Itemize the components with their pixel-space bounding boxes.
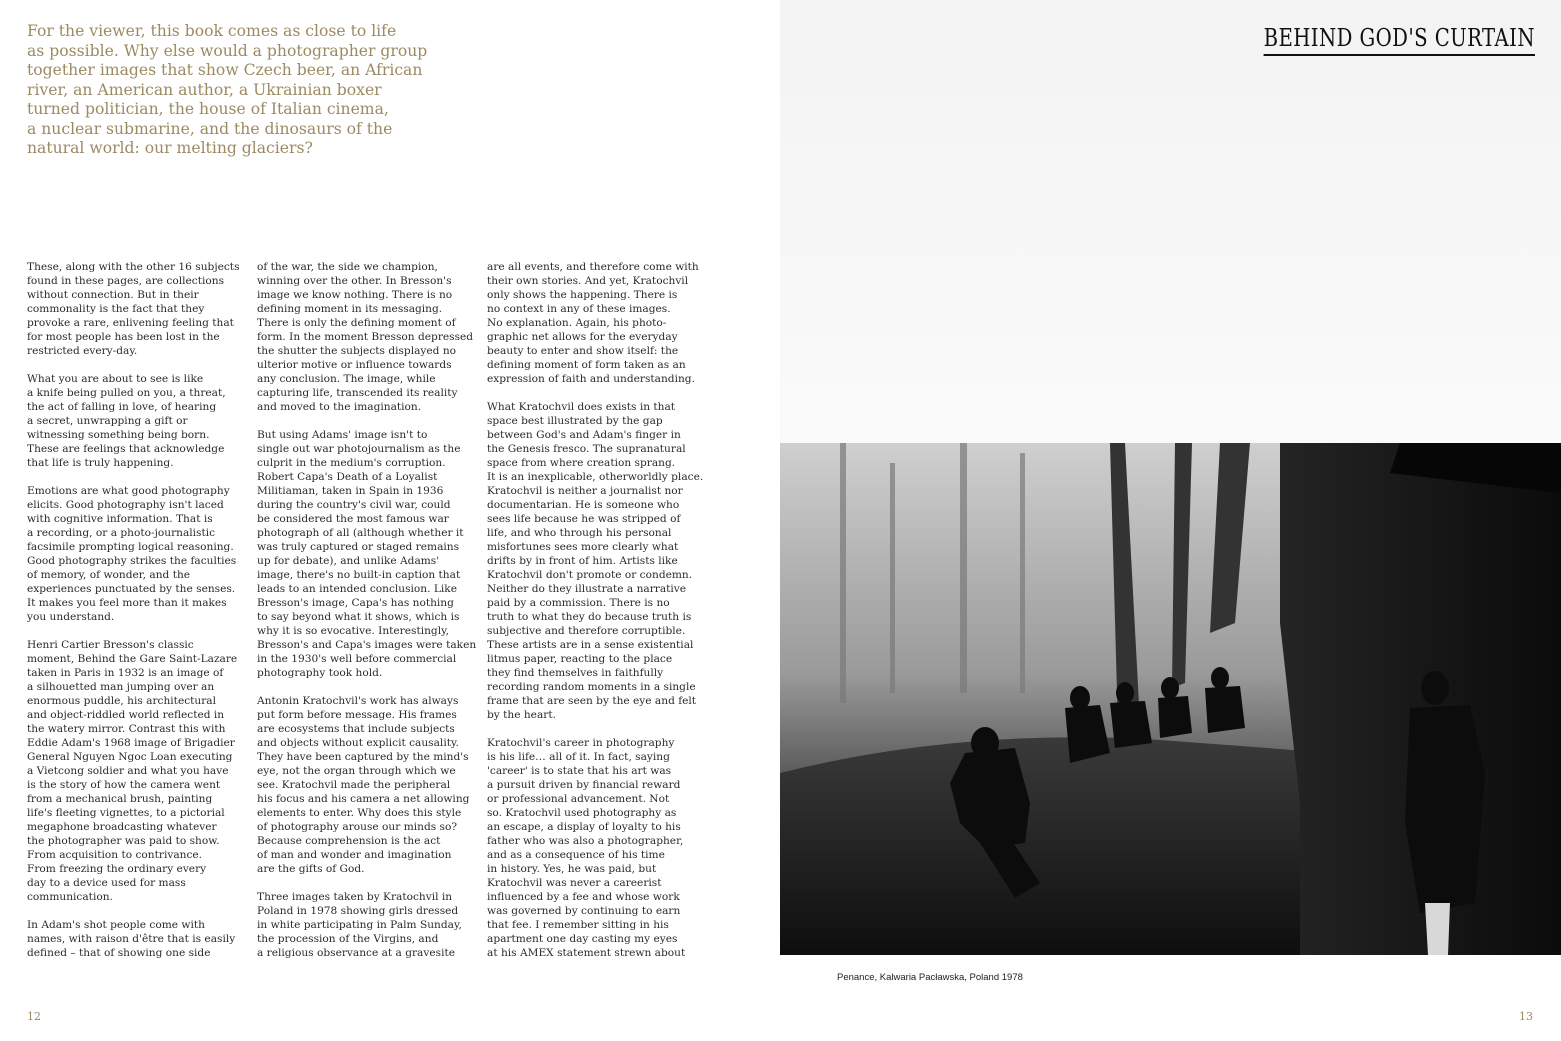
body-text-line: culprit in the medium's corruption. — [257, 457, 446, 469]
pull-quote-line: natural world: our melting glaciers? — [27, 139, 313, 157]
body-text-line: documentarian. He is someone who — [487, 499, 680, 511]
body-text-line: the watery mirror. Contrast this with — [27, 723, 226, 735]
body-text-line: defining moment of form taken as an — [487, 359, 686, 371]
body-text-line: the photographer was paid to show. — [27, 835, 220, 847]
body-text-line: any conclusion. The image, while — [257, 373, 436, 385]
body-text-line: There is only the defining moment of — [257, 317, 456, 329]
body-text-line: leads to an intended conclusion. Like — [257, 583, 457, 595]
body-text-line: photography took hold. — [257, 667, 383, 679]
body-text-line: of photography arouse our minds so? — [257, 821, 458, 833]
body-text-line: Eddie Adam's 1968 image of Brigadier — [27, 737, 235, 749]
pull-quote-line: For the viewer, this book comes as close to life — [27, 22, 397, 40]
paragraph-gap — [27, 358, 251, 372]
body-text-line: Kratochvil was never a careerist — [487, 877, 662, 889]
body-text-line: by the heart. — [487, 709, 556, 721]
body-text-line: But using Adams' image isn't to — [257, 429, 428, 441]
body-text-line: you understand. — [27, 611, 115, 623]
text-column-3 — [487, 260, 711, 960]
body-text-line: the procession of the Virgins, and — [257, 933, 439, 945]
body-text-line: in the 1930's well before commercial — [257, 653, 457, 665]
running-head-title: BEHIND GOD'S CURTAIN — [1264, 24, 1535, 56]
body-text-line: sees life because he was stripped of — [487, 513, 681, 525]
body-text-line: Poland in 1978 showing girls dressed — [257, 905, 459, 917]
pull-quote-line: a nuclear submarine, and the dinosaurs of the — [27, 119, 393, 138]
body-text-line: be considered the most famous war — [257, 513, 449, 525]
body-text-line: their own stories. And yet, Kratochvil — [487, 275, 689, 287]
body-text-line: It is an inexplicable, otherworldly place. — [487, 471, 704, 483]
body-text-line: is the story of how the camera went — [27, 779, 221, 791]
pull-quote-line: turned politician, the house of Italian cinema, — [27, 100, 389, 118]
body-text-line: restricted every-day. — [27, 345, 138, 357]
body-text-line: truth to what they do because truth is — [487, 611, 692, 623]
body-text-line: What you are about to see is like — [27, 373, 204, 385]
body-text-line: Bresson's image, Capa's has nothing — [257, 597, 454, 609]
body-text-line: experiences punctuated by the senses. — [27, 583, 236, 595]
body-text-line: influenced by a fee and whose work — [487, 891, 680, 903]
body-text-line: They have been captured by the mind's — [257, 751, 469, 763]
body-text-line: expression of faith and understanding. — [487, 373, 695, 385]
body-text-line: the Genesis fresco. The supranatural — [487, 443, 686, 455]
body-text-line: Antonin Kratochvil's work has always — [257, 695, 459, 707]
body-text-line: are all events, and therefore come with — [487, 261, 699, 273]
body-text-line: witnessing something being born. — [27, 429, 210, 441]
body-text-line: day to a device used for mass — [27, 877, 186, 889]
body-text-line: and object-riddled world reflected in — [27, 709, 225, 721]
body-text-line: Militiaman, taken in Spain in 1936 — [257, 485, 444, 497]
body-text-line: an escape, a display of loyalty to his — [487, 821, 681, 833]
body-text-line: communication. — [27, 891, 113, 903]
body-text-line: with cognitive information. That is — [27, 513, 213, 525]
body-text-line: Good photography strikes the faculties — [27, 555, 237, 567]
body-text-line: subjective and therefore corruptible. — [487, 625, 686, 637]
body-text-line: Because comprehension is the act — [257, 835, 441, 847]
body-text-line: and objects without explicit causality. — [257, 737, 459, 749]
body-text-line: beauty to enter and show itself: the — [487, 345, 679, 357]
body-text-line: General Nguyen Ngoc Loan executing — [27, 751, 233, 763]
body-text-line: winning over the other. In Bresson's — [257, 275, 452, 287]
body-text-line: single out war photojournalism as the — [257, 443, 461, 455]
body-text-line: is his life… all of it. In fact, saying — [487, 751, 670, 763]
body-text-line: a Vietcong soldier and what you have — [27, 765, 229, 777]
body-text-line: megaphone broadcasting whatever — [27, 821, 217, 833]
body-text-line: only shows the happening. There is — [487, 289, 678, 301]
page-number-left: 12 — [27, 1010, 41, 1023]
body-text-line: was truly captured or staged remains — [257, 541, 460, 553]
body-text-line: so. Kratochvil used photography as — [487, 807, 677, 819]
body-text-line: Bresson's and Capa's images were taken — [257, 639, 477, 651]
text-column-2 — [257, 260, 481, 960]
body-text-line: From freezing the ordinary every — [27, 863, 207, 875]
photo-caption: Penance, Kalwaria Pacławska, Poland 1978 — [837, 972, 1023, 983]
body-text-line: are the gifts of God. — [257, 863, 365, 875]
body-text-line: These artists are in a sense existential — [487, 639, 694, 651]
body-text-line: eye, not the organ through which we — [257, 765, 456, 777]
body-text-line: photograph of all (although whether it — [257, 527, 464, 539]
paragraph-gap — [487, 386, 711, 400]
body-text-line: of memory, of wonder, and the — [27, 569, 191, 581]
body-text-line: Three images taken by Kratochvil in — [257, 891, 453, 903]
body-text-line: the act of falling in love, of hearing — [27, 401, 217, 413]
body-text-line: space from where creation sprang. — [487, 457, 676, 469]
body-text-line: between God's and Adam's finger in — [487, 429, 681, 441]
body-text-line: paid by a commission. There is no — [487, 597, 670, 609]
body-text-line: elements to enter. Why does this style — [257, 807, 462, 819]
body-text-line: commonality is the fact that they — [27, 303, 205, 315]
paragraph-gap — [257, 680, 481, 694]
body-text-line: graphic net allows for the everyday — [487, 331, 678, 343]
body-text-line: What Kratochvil does exists in that — [487, 401, 676, 413]
body-text-line: taken in Paris in 1932 is an image of — [27, 667, 224, 679]
body-text-line: and as a consequence of his time — [487, 849, 665, 861]
paragraph-gap — [27, 624, 251, 638]
body-text-line: Kratochvil is neither a journalist nor — [487, 485, 683, 497]
body-text-line: From acquisition to contrivance. — [27, 849, 203, 861]
body-text-line: of the war, the side we champion, — [257, 261, 438, 273]
body-text-line: of man and wonder and imagination — [257, 849, 452, 861]
body-text-line: Kratochvil's career in photography — [487, 737, 675, 749]
body-text-line: apartment one day casting my eyes — [487, 933, 678, 945]
right-page — [780, 0, 1561, 1041]
body-text-line: in history. Yes, he was paid, but — [487, 863, 657, 875]
text-column-1 — [27, 260, 251, 960]
body-text-line: space best illustrated by the gap — [487, 415, 663, 427]
body-text-line: defined – that of showing one side — [27, 947, 211, 959]
pull-quote-line: as possible. Why else would a photographer group — [27, 41, 428, 60]
body-text-line: misfortunes sees more clearly what — [487, 541, 679, 553]
body-text-line: from a mechanical brush, painting — [27, 793, 213, 805]
body-text-line: see. Kratochvil made the peripheral — [257, 779, 451, 791]
body-text-line: during the country's civil war, could — [257, 499, 451, 511]
paragraph-gap — [257, 876, 481, 890]
body-text-line: Robert Capa's Death of a Loyalist — [257, 471, 438, 483]
body-text-line: up for debate), and unlike Adams' — [257, 555, 440, 567]
body-text-line: in white participating in Palm Sunday, — [257, 919, 462, 931]
body-text-line: a silhouetted man jumping over an — [27, 681, 215, 693]
body-text-line: Henri Cartier Bresson's classic — [27, 639, 194, 651]
left-page — [0, 0, 780, 1041]
body-text-line: for most people has been lost in the — [27, 331, 220, 343]
body-text-line: It makes you feel more than it makes — [27, 597, 227, 609]
body-text-line: In Adam's shot people come with — [27, 919, 205, 931]
body-text-line: that life is truly happening. — [27, 457, 174, 469]
body-text-line: provoke a rare, enlivening feeling that — [27, 317, 234, 329]
body-text-line: found in these pages, are collections — [27, 275, 225, 287]
pull-quote-line: together images that show Czech beer, an African — [27, 61, 423, 79]
body-text-line: that fee. I remember sitting in his — [487, 919, 669, 931]
pull-quote-line: river, an American author, a Ukrainian boxer — [27, 80, 382, 99]
penance-photo-illustration — [780, 443, 1561, 955]
body-text-line: defining moment in its messaging. — [257, 303, 443, 315]
body-text-line: capturing life, transcended its reality — [257, 387, 458, 399]
body-text-line: 'career' is to state that his art was — [487, 765, 672, 777]
body-text-line: a secret, unwrapping a gift or — [27, 415, 188, 427]
body-text-line: enormous puddle, his architectural — [27, 695, 216, 707]
body-text-line: a recording, or a photo-journalistic — [27, 527, 216, 539]
body-text-line: Emotions are what good photography — [27, 485, 230, 497]
body-text-line: to say beyond what it shows, which is — [257, 611, 460, 623]
body-text-line: recording random moments in a single — [487, 681, 696, 693]
body-text-line: life, and who through his personal — [487, 527, 672, 539]
body-text-line: the shutter the subjects displayed no — [257, 345, 457, 357]
page-number-right: 13 — [1519, 1010, 1533, 1023]
body-text-line: without connection. But in their — [27, 289, 199, 301]
body-text-line: a pursuit driven by financial reward — [487, 779, 681, 791]
body-text-line: elicits. Good photography isn't laced — [27, 499, 224, 511]
paragraph-gap — [257, 414, 481, 428]
paragraph-gap — [27, 904, 251, 918]
photograph — [780, 443, 1561, 955]
body-text-line: frame that are seen by the eye and felt — [487, 695, 697, 707]
body-text-line: image, there's no built-in caption that — [257, 569, 461, 581]
body-text-line: image we know nothing. There is no — [257, 289, 453, 301]
body-text-line: Kratochvil don't promote or condemn. — [487, 569, 693, 581]
paragraph-gap — [27, 470, 251, 484]
body-text-line: names, with raison d'être that is easily — [27, 933, 236, 945]
body-text-line: or professional advancement. Not — [487, 793, 670, 805]
body-text-line: These are feelings that acknowledge — [27, 443, 225, 455]
body-text-line: put form before message. His frames — [257, 709, 457, 721]
body-text-line: facsimile prompting logical reasoning. — [27, 541, 234, 553]
body-text-line: father who was also a photographer, — [487, 835, 684, 847]
body-text-line: a knife being pulled on you, a threat, — [27, 387, 226, 399]
body-text-line: litmus paper, reacting to the place — [487, 653, 673, 665]
paragraph-gap — [487, 722, 711, 736]
body-text-line: and moved to the imagination. — [257, 401, 422, 413]
body-text-line: a religious observance at a gravesite — [257, 947, 455, 959]
pull-quote — [27, 22, 437, 159]
body-text-line: why it is so evocative. Interestingly, — [257, 625, 450, 637]
body-text-line: Neither do they illustrate a narrative — [487, 583, 687, 595]
body-text-line: no context in any of these images. — [487, 303, 671, 315]
body-text-line: ulterior motive or influence towards — [257, 359, 452, 371]
body-text-line: they find themselves in faithfully — [487, 667, 664, 679]
body-text-line: These, along with the other 16 subjects — [27, 261, 240, 273]
body-text-line: form. In the moment Bresson depressed — [257, 331, 474, 343]
body-text-line: life's fleeting vignettes, to a pictorial — [27, 807, 225, 819]
body-text-line: are ecosystems that include subjects — [257, 723, 455, 735]
body-text-line: his focus and his camera a net allowing — [257, 793, 470, 805]
body-text-line: at his AMEX statement strewn about — [487, 947, 686, 959]
body-text-line: No explanation. Again, his photo- — [487, 317, 667, 329]
body-text-line: was governed by continuing to earn — [487, 905, 681, 917]
body-text-line: drifts by in front of him. Artists like — [487, 555, 678, 567]
body-text-line: moment, Behind the Gare Saint-Lazare — [27, 653, 238, 665]
